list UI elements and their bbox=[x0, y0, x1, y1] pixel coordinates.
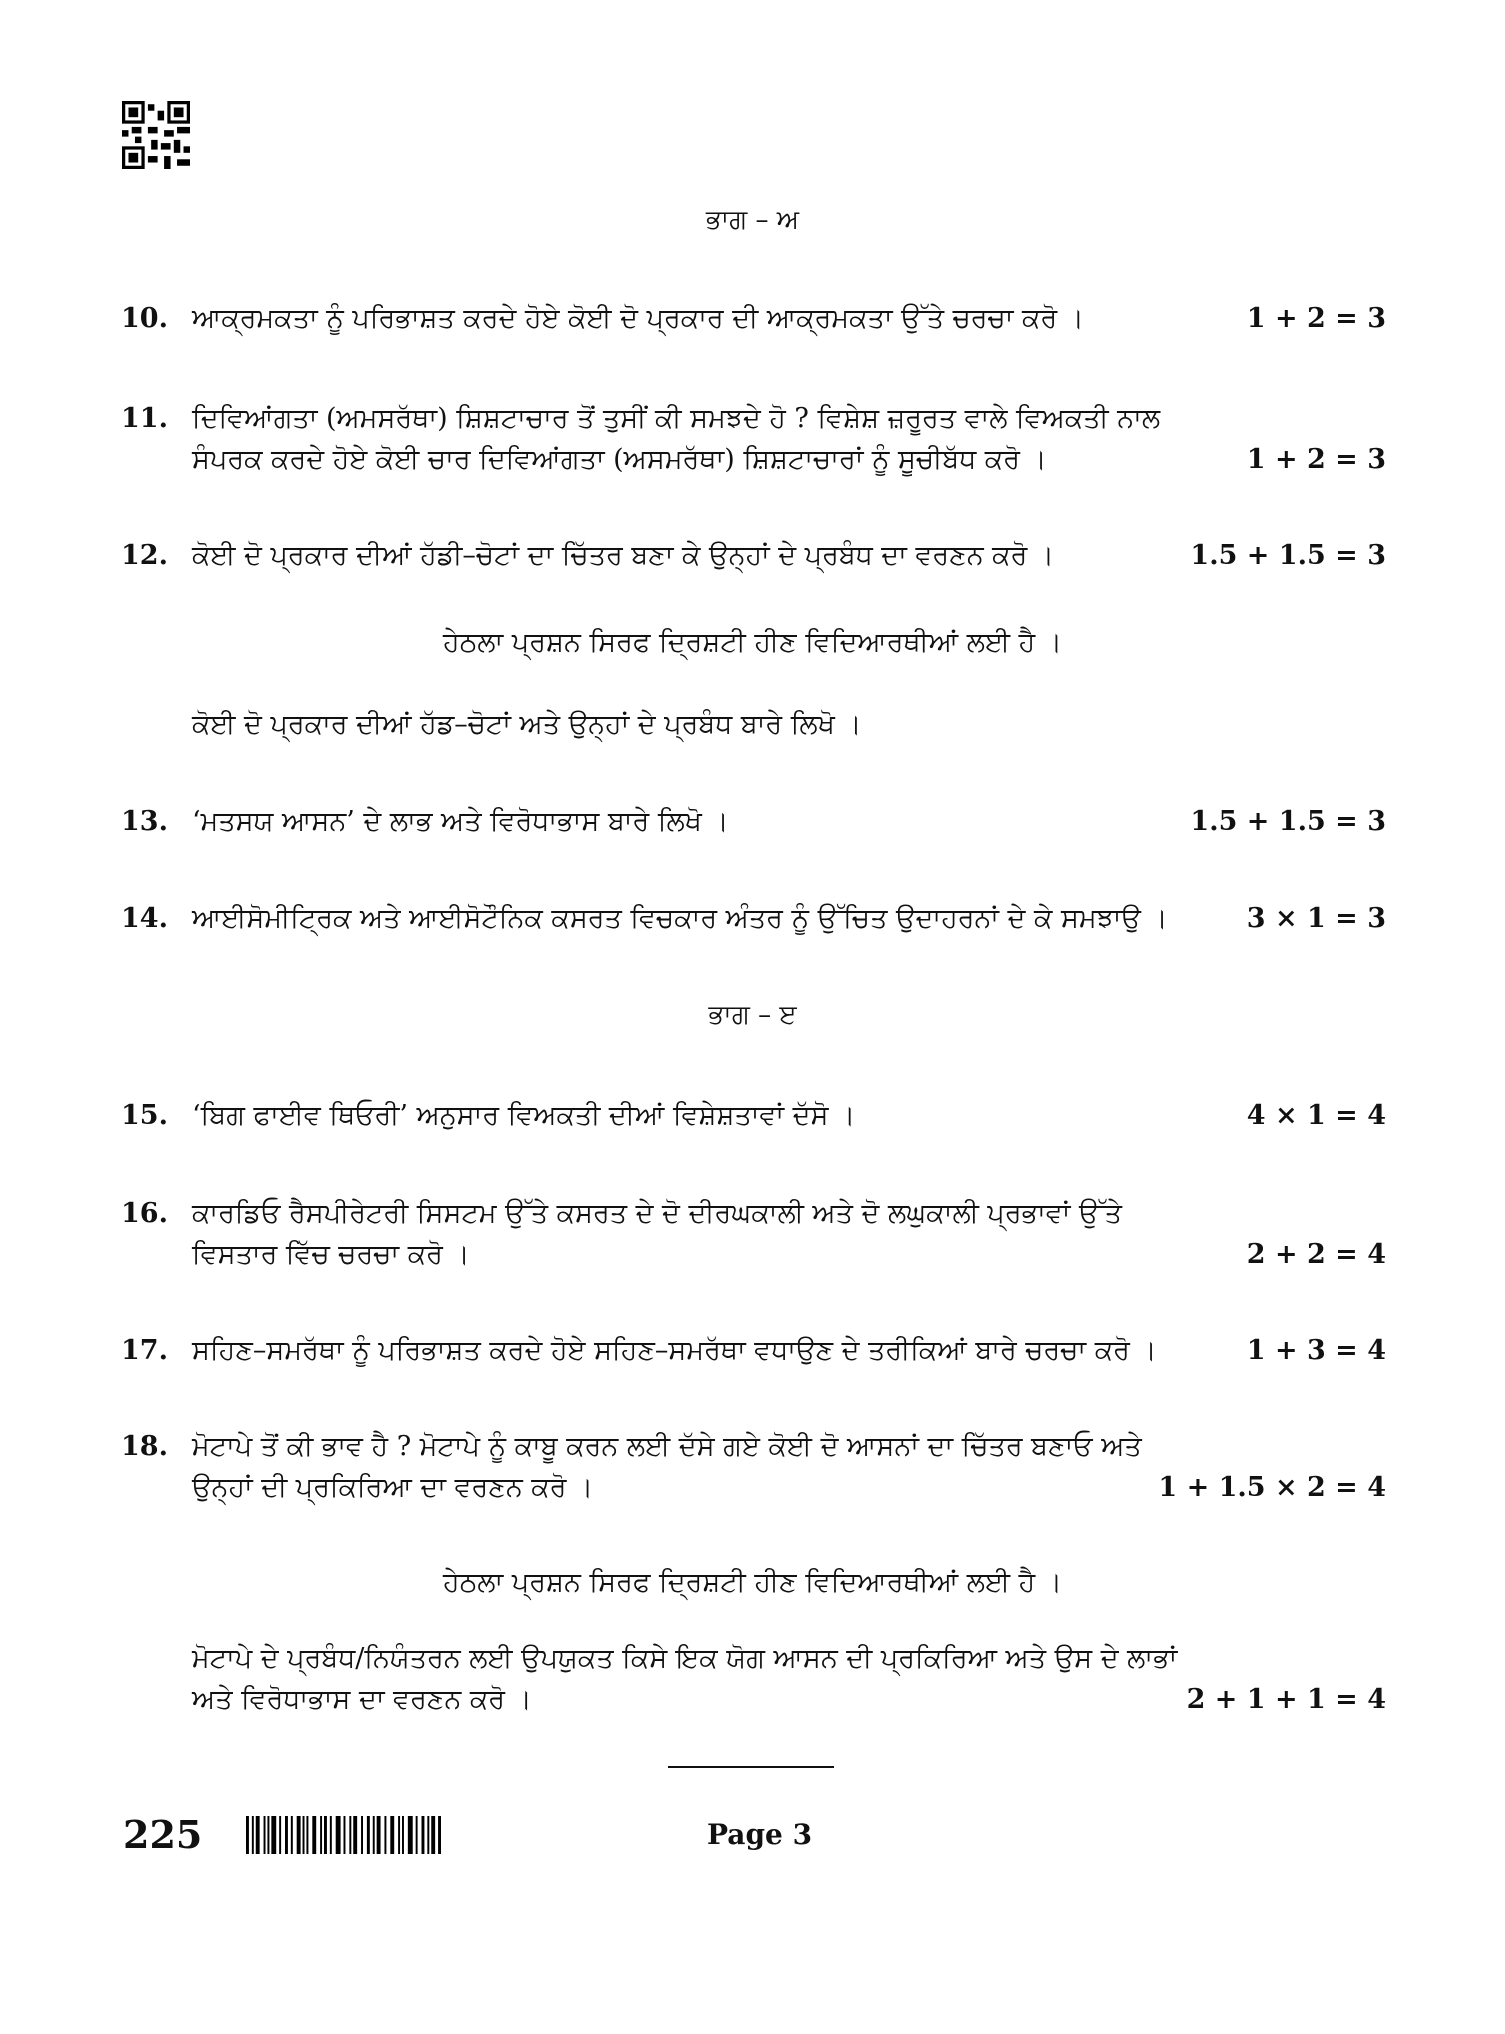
question-number: 15. bbox=[121, 1100, 168, 1131]
question-18 bbox=[121, 1426, 1386, 1508]
question-marks: 1 + 2 = 3 bbox=[1246, 444, 1386, 475]
question-17 bbox=[121, 1330, 1386, 1371]
question-number: 17. bbox=[121, 1335, 168, 1366]
question-number: 16. bbox=[121, 1198, 168, 1229]
question-number: 11. bbox=[121, 403, 168, 434]
paper-code: 225 bbox=[123, 1812, 203, 1857]
question-13 bbox=[121, 801, 1386, 842]
qr-code bbox=[121, 101, 191, 169]
question-text: ਆਈਸੋਮੀਟ੍ਰਿਕ ਅਤੇ ਆਈਸੋਟੌਨਿਕ ਕਸਰਤ ਵਿਚਕਾਰ ਅੰਤਰ ਨੂੰ ਉੱਚਿਤ ਉਦਾਹਰਨਾਂ ਦੇ ਕੇ ਸਮਝਾਉ । bbox=[192, 903, 1168, 934]
question-marks: 2 + 2 = 4 bbox=[1246, 1239, 1386, 1270]
visually-impaired-note: ਹੇਠਲਾ ਪ੍ਰਸ਼ਨ ਸਿਰਫ ਦ੍ਰਿਸ਼ਟੀ ਹੀਣ ਵਿਦਿਆਰਥੀਆਂ ਲਈ ਹੈ । bbox=[442, 1567, 1063, 1598]
question-marks: 4 × 1 = 4 bbox=[1246, 1100, 1386, 1131]
question-text: ਦਿਵਿਆਂਗਤਾ (ਅਮਸਰੱਥਾ) ਸ਼ਿਸ਼ਟਾਚਾਰ ਤੋਂ ਤੁਸੀਂ ਕੀ ਸਮਝਦੇ ਹੋ ? ਵਿਸ਼ੇਸ਼ ਜ਼ਰੂਰਤ ਵਾਲੇ ਵਿਅਕਤੀ ਨਾਲ ਸੰਪਰਕ ਕਰਦੇ ਹੋਏ ਕੋਈ ਚਾਰ ਦਿਵਿਆਂਗਤਾ (ਅਸਮਰੱਥਾ) ਸ਼ਿਸ਼ਟਾਚਾਰਾਂ ਨੂੰ ਸੂਚੀਬੱਧ ਕਰੋ । bbox=[192, 403, 1161, 475]
question-text: ਕਾਰਡਿਓ ਰੈਸਪੀਰੇਟਰੀ ਸਿਸਟਮ ਉੱਤੇ ਕਸਰਤ ਦੇ ਦੋ ਦੀਰਘਕਾਲੀ ਅਤੇ ਦੋ ਲਘੁਕਾਲੀ ਪ੍ਰਭਾਵਾਂ ਉੱਤੇ ਵਿਸਤਾਰ ਵਿੱਚ ਚਰਚਾ ਕਰੋ । bbox=[192, 1198, 1122, 1270]
section-heading-b: ਭਾਗ – ੲ bbox=[708, 1000, 797, 1030]
question-text: ਮੋਟਾਪੇ ਤੋਂ ਕੀ ਭਾਵ ਹੈ ? ਮੋਟਾਪੇ ਨੂੰ ਕਾਬੂ ਕਰਨ ਲਈ ਦੱਸੇ ਗਏ ਕੋਈ ਦੋ ਆਸਨਾਂ ਦਾ ਚਿੱਤਰ ਬਣਾਓ ਅਤੇ ਉਨ੍ਹਾਂ ਦੀ ਪ੍ਰਕਿਰਿਆ ਦਾ ਵਰਣਨ ਕਰੋ । bbox=[192, 1431, 1142, 1503]
alternate-question-text: ਮੋਟਾਪੇ ਦੇ ਪ੍ਰਬੰਧ/ਨਿਯੰਤਰਨ ਲਈ ਉਪਯੁਕਤ ਕਿਸੇ ਇਕ ਯੋਗ ਆਸਨ ਦੀ ਪ੍ਰਕਿਰਿਆ ਅਤੇ ਉਸ ਦੇ ਲਾਭਾਂ ਅਤੇ ਵਿਰੋਧਾਭਾਸ ਦਾ ਵਰਣਨ ਕਰੋ । bbox=[192, 1643, 1178, 1715]
barcode bbox=[246, 1816, 441, 1854]
question-15 bbox=[121, 1095, 1386, 1136]
question-marks: 3 × 1 = 3 bbox=[1246, 903, 1386, 934]
alternate-question-text: ਕੋਈ ਦੋ ਪ੍ਰਕਾਰ ਦੀਆਂ ਹੱਡ–ਚੋਟਾਂ ਅਤੇ ਉਨ੍ਹਾਂ ਦੇ ਪ੍ਰਬੰਧ ਬਾਰੇ ਲਿਖੋ । bbox=[192, 709, 862, 740]
question-16 bbox=[121, 1193, 1386, 1275]
question-marks: 1 + 2 = 3 bbox=[1246, 303, 1386, 334]
question-11 bbox=[121, 398, 1386, 480]
question-marks: 1 + 1.5 × 2 = 4 bbox=[1158, 1472, 1386, 1503]
end-rule bbox=[668, 1766, 834, 1768]
visually-impaired-note: ਹੇਠਲਾ ਪ੍ਰਸ਼ਨ ਸਿਰਫ ਦ੍ਰਿਸ਼ਟੀ ਹੀਣ ਵਿਦਿਆਰਥੀਆਂ ਲਈ ਹੈ । bbox=[442, 627, 1063, 658]
section-heading-a: ਭਾਗ – ਅ bbox=[705, 205, 800, 235]
question-text: ਸਹਿਣ–ਸਮਰੱਥਾ ਨੂੰ ਪਰਿਭਾਸ਼ਤ ਕਰਦੇ ਹੋਏ ਸਹਿਣ–ਸਮਰੱਥਾ ਵਧਾਉਣ ਦੇ ਤਰੀਕਿਆਂ ਬਾਰੇ ਚਰਚਾ ਕਰੋ । bbox=[192, 1335, 1157, 1366]
question-text: ‘ਮਤਸਯ ਆਸਨ’ ਦੇ ਲਾਭ ਅਤੇ ਵਿਰੋਧਾਭਾਸ ਬਾਰੇ ਲਿਖੋ । bbox=[192, 806, 729, 837]
question-number: 14. bbox=[121, 903, 168, 934]
question-text: ‘ਬਿਗ ਫਾਈਵ ਥਿਓਰੀ’ ਅਨੁਸਾਰ ਵਿਅਕਤੀ ਦੀਆਂ ਵਿਸ਼ੇਸ਼ਤਾਵਾਂ ਦੱਸੋ । bbox=[192, 1100, 856, 1131]
page-number: Page 3 bbox=[707, 1818, 813, 1851]
question-marks: 1.5 + 1.5 = 3 bbox=[1190, 540, 1386, 571]
question-14 bbox=[121, 898, 1386, 939]
question-10 bbox=[121, 298, 1386, 339]
question-marks: 2 + 1 + 1 = 4 bbox=[1186, 1684, 1386, 1715]
question-12 bbox=[121, 535, 1386, 576]
alternate-question bbox=[192, 1638, 1386, 1720]
question-number: 13. bbox=[121, 806, 168, 837]
question-number: 18. bbox=[121, 1431, 168, 1462]
question-number: 12. bbox=[121, 540, 168, 571]
question-marks: 1 + 3 = 4 bbox=[1246, 1335, 1386, 1366]
question-text: ਕੋਈ ਦੋ ਪ੍ਰਕਾਰ ਦੀਆਂ ਹੱਡੀ–ਚੋਟਾਂ ਦਾ ਚਿੱਤਰ ਬਣਾ ਕੇ ਉਨ੍ਹਾਂ ਦੇ ਪ੍ਰਬੰਧ ਦਾ ਵਰਣਨ ਕਰੋ । bbox=[192, 540, 1055, 571]
question-number: 10. bbox=[121, 303, 168, 334]
question-text: ਆਕ੍ਰਮਕਤਾ ਨੂੰ ਪਰਿਭਾਸ਼ਤ ਕਰਦੇ ਹੋਏ ਕੋਈ ਦੋ ਪ੍ਰਕਾਰ ਦੀ ਆਕ੍ਰਮਕਤਾ ਉੱਤੇ ਚਰਚਾ ਕਰੋ । bbox=[192, 303, 1084, 334]
question-marks: 1.5 + 1.5 = 3 bbox=[1190, 806, 1386, 837]
